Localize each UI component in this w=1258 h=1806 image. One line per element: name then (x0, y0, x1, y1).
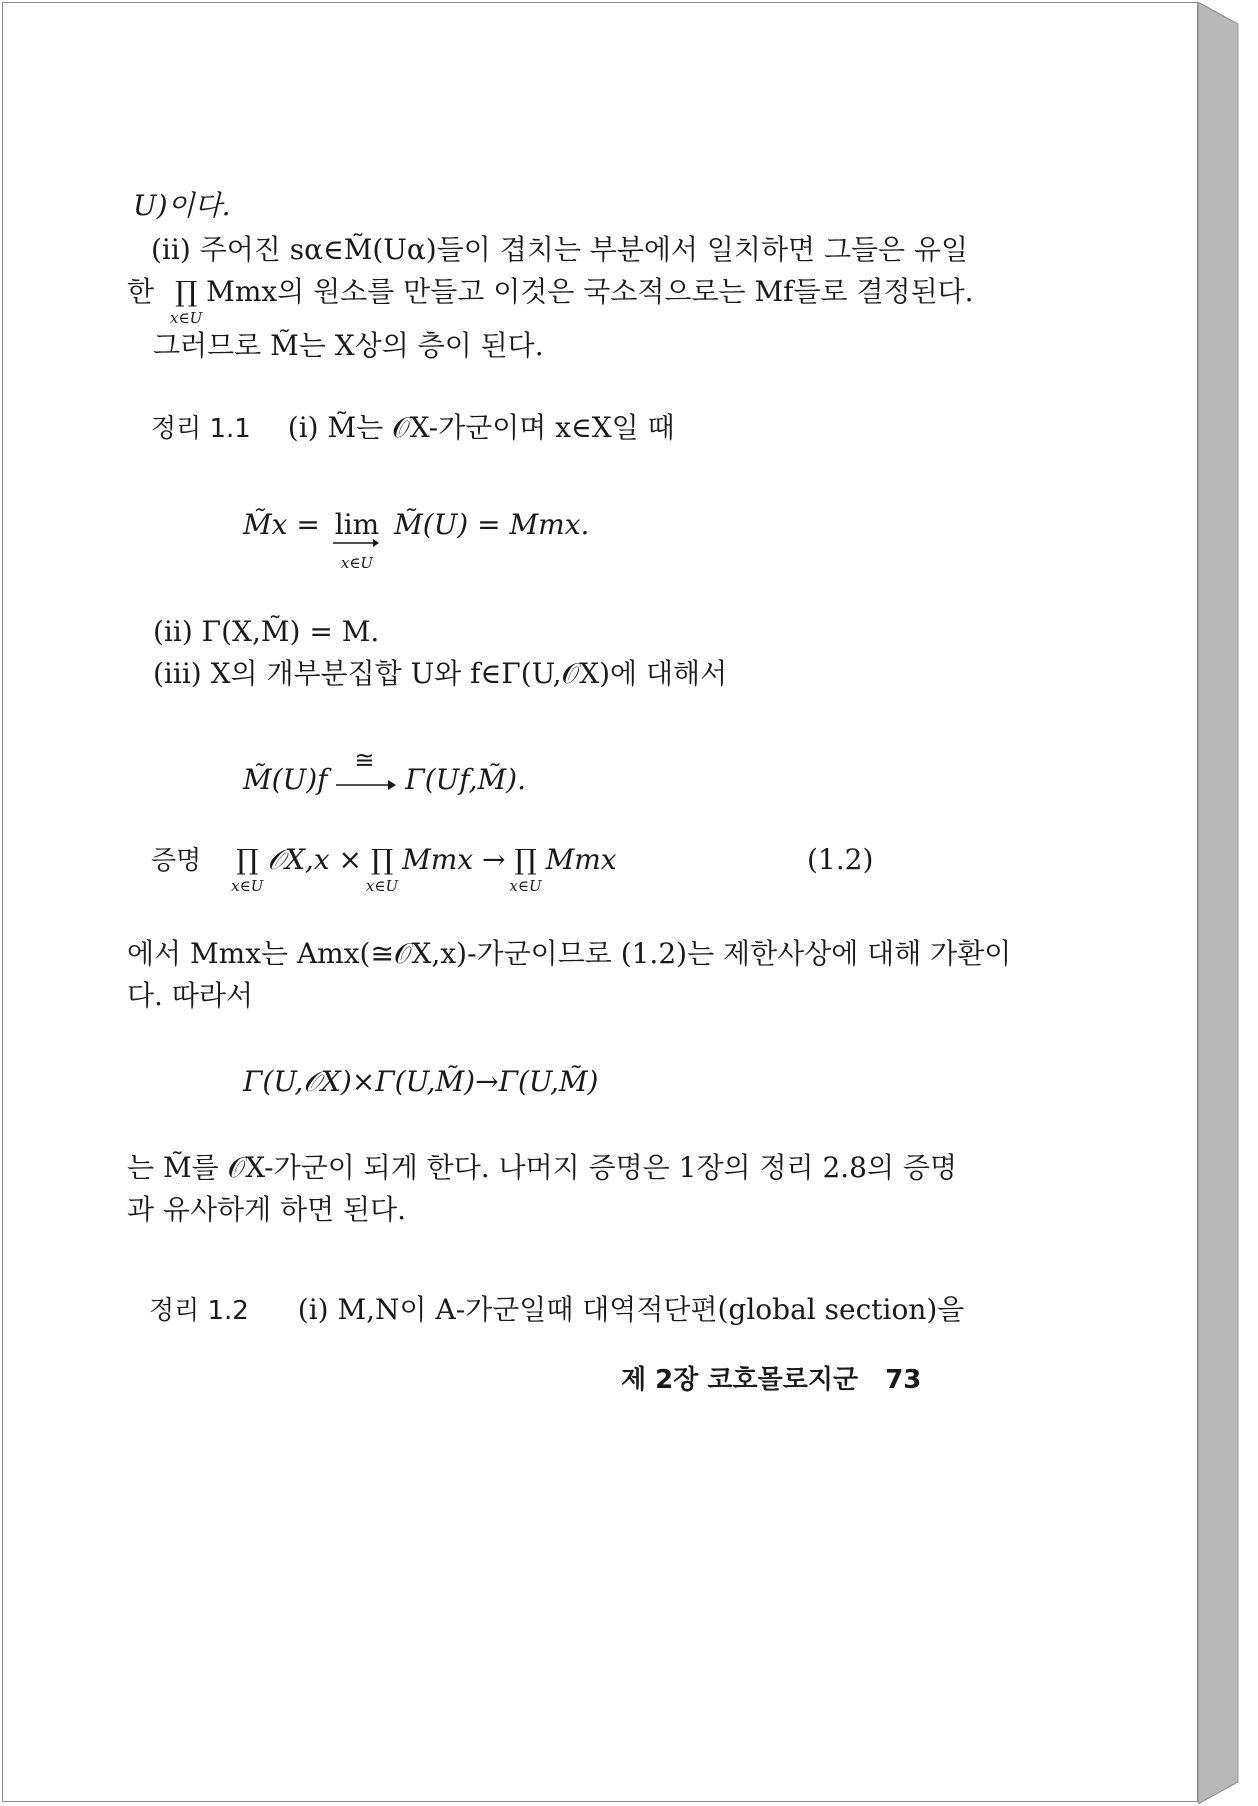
text-line-3-rest: Mmx의 원소를 만들고 이것은 국소적으로는 Mf들로 결정된다. (206, 275, 974, 308)
product-symbol: ∏ x∈U (175, 275, 197, 309)
theorem-1-1-part-iii: (iii) X의 개부분집합 U와 f∈Γ(U,𝒪X)에 대해서 (153, 657, 728, 690)
proof-term-a: 𝒪X,x × (267, 843, 362, 876)
proof-product-1: ∏ x∈U (236, 843, 258, 877)
theorem-1-1-heading: 정리 1.1 (151, 414, 251, 444)
book-page (2, 2, 1198, 1802)
text-line-8: 과 유사하게 하면 된다. (127, 1193, 407, 1226)
equation-number: (1.2) (807, 843, 874, 876)
proof-product-3: ∏ x∈U (514, 843, 536, 877)
proof-term-c: Mmx (545, 843, 617, 876)
theorem-1-2 (149, 1293, 964, 1328)
proof-line (151, 843, 617, 895)
equation-2-right: Γ(Uf,M̃). (405, 763, 527, 796)
equation-3: Γ(U,𝒪X)×Γ(U,M̃)→Γ(U,M̃) (243, 1065, 599, 1098)
equation-1-right: M̃(U) = Mmx. (394, 508, 590, 541)
proof-product-1-subscript: x∈U (231, 877, 264, 895)
text-line-5: 에서 Mmx는 Amx(≅𝒪X,x)-가군이므로 (1.2)는 제한사상에 대해 가환이 (127, 937, 1012, 970)
theorem-1-1 (151, 411, 675, 446)
proof-term-b: Mmx → (402, 843, 506, 876)
page-number: 73 (885, 1365, 922, 1395)
page-footer (621, 1363, 921, 1397)
proof-heading: 증명 (151, 846, 202, 876)
isomorphism-arrow (336, 745, 396, 797)
theorem-1-1-part-i: (i) M̃는 𝒪X-가군이며 x∈X일 때 (287, 411, 675, 444)
equation-2-left: M̃(U)f (243, 763, 328, 796)
equation-1 (243, 508, 590, 572)
text-line-6: 다. 따라서 (127, 979, 253, 1012)
proof-product-2-subscript: x∈U (365, 877, 399, 895)
text-line-3 (127, 275, 974, 327)
theorem-1-1-part-ii: (ii) Γ(X,M̃) = M. (153, 615, 380, 648)
proof-product-2: ∏ x∈U (371, 843, 393, 877)
theorem-1-2-part-i: (i) M,N이 A-가군일때 대역적단편(global section)을 (297, 1293, 965, 1326)
text-line-3-prefix: 한 (127, 275, 155, 308)
theorem-1-2-heading: 정리 1.2 (149, 1296, 249, 1326)
direct-limit-subscript: x∈U (340, 554, 374, 572)
chapter-title: 제 2장 코호몰로지군 (621, 1365, 859, 1395)
text-line-4: 그러므로 M̃는 X상의 층이 된다. (153, 329, 544, 362)
equation-1-left: M̃x = (243, 508, 320, 541)
proof-product-3-subscript: x∈U (509, 877, 542, 895)
product-subscript: x∈U (170, 309, 203, 327)
text-line-7: 는 M̃를 𝒪X-가군이 되게 한다. 나머지 증명은 1장의 정리 2.8의 증명 (127, 1151, 958, 1184)
text-line-1: U)이다. (133, 189, 231, 222)
page-edge-shape (1198, 2, 1254, 1804)
equation-2 (243, 745, 527, 797)
page-edge (1198, 2, 1254, 1804)
direct-limit (334, 508, 380, 572)
direct-limit-label: lim (334, 508, 380, 541)
isomorphism-arrow-line (336, 779, 396, 791)
isomorphism-symbol: ≅ (354, 745, 375, 774)
text-line-2: (ii) 주어진 sα∈M̃(Uα)들이 겹치는 부분에서 일치하면 그들은 유일 (151, 233, 969, 266)
